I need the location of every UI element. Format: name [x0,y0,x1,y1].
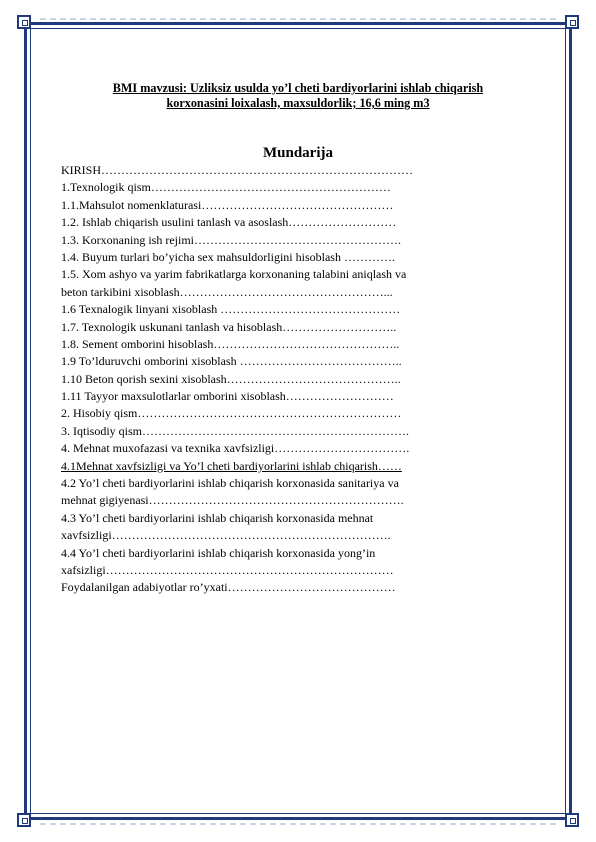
corner-ornament-icon [17,813,31,827]
toc-entry: KIRISH…………………………………………………………………… [61,163,414,177]
corner-ornament-icon [565,813,579,827]
toc-entry: 1.9 To’lduruvchi omborini xisoblash ………………………………….. [61,354,402,369]
toc-entry: 1.7. Texnologik uskunani tanlash va hisoblash……………………….. [61,319,397,334]
toc-entry: 1.Texnologik qism…………………………………………………… [61,180,391,195]
toc-entry: 4.4 Yo’l cheti bardiyorlarini ishlab chiqarish korxonasida yong’in [61,545,376,560]
toc-entry: xavfsizligi……………………………………………………………. [61,528,391,543]
toc-entry: 4.1Mehnat xavfsizligi va Yo’l cheti bardiyorlarini ishlab chiqarish…… [61,458,402,473]
toc-entry: 1.2. Ishlab chiqarish usulini tanlash va asoslash……………………… [61,215,397,230]
document-title-line-1: BMI mavzusi: Uzliksiz usulda yo’l cheti bardiyorlarini ishlab chiqarish [112,81,484,95]
toc-entry: xafsizligi……………………………………………………………… [61,562,394,577]
toc-entry: 1.11 Tayyor maxsulotlarlar omborini xisoblash……………………… [61,389,394,404]
toc-entry: 1.3. Korxonaning ish rejimi……………………………………………. [61,232,401,247]
toc-entry: Foydalanilgan adabiyotlar ro’yxati…………………………………… [61,580,396,595]
document-title [60,81,536,111]
toc-entry: 4. Mehnat muxofazasi va texnika xavfsizligi……………………………. [61,441,410,456]
toc-entry: beton tarkibini xisoblash……………………………………………... [61,284,393,299]
corner-ornament-icon [17,15,31,29]
toc-heading: Mundarija [262,145,333,161]
toc-entry: 1.4. Buyum turlari bo’yicha sex mahsuldorligini hisoblash …………. [61,249,395,264]
toc-entry: 1.5. Xom ashyo va yarim fabrikatlarga korxonaning talabini aniqlash va [61,267,407,282]
toc-entry: 1.10 Beton qorish sexini xisoblash…………………………………….. [61,371,401,386]
table-of-contents [61,162,531,597]
top-ruler-decoration [40,18,560,20]
toc-entry: 4.2 Yo’l cheti bardiyorlarini ishlab chiqarish korxonasida sanitariya va [61,476,399,491]
toc-entry: 2. Hisobiy qism………………………………………………………… [61,406,402,421]
toc-entry: 3. Iqtisodiy qism…………………………………………………………. [61,423,410,438]
bottom-ruler-decoration [40,823,560,825]
document-title-line-2: korxonasini loixalash, maxsuldorlik; 16,6 ming m3 [166,96,430,110]
toc-entry: 1.6 Texnalogik linyani xisoblash ……………………………………… [61,302,401,317]
toc-entry: 1.8. Sement omborini hisoblash……………………………………….. [61,336,400,351]
toc-entry: 1.1.Mahsulot nomenklaturasi………………………………………… [61,197,394,212]
toc-entry: 4.3 Yo’l cheti bardiyorlarini ishlab chiqarish korxonasida mehnat [61,510,374,525]
toc-entry: mehnat gigiyenasi………………………………………………………. [61,493,404,508]
corner-ornament-icon [565,15,579,29]
